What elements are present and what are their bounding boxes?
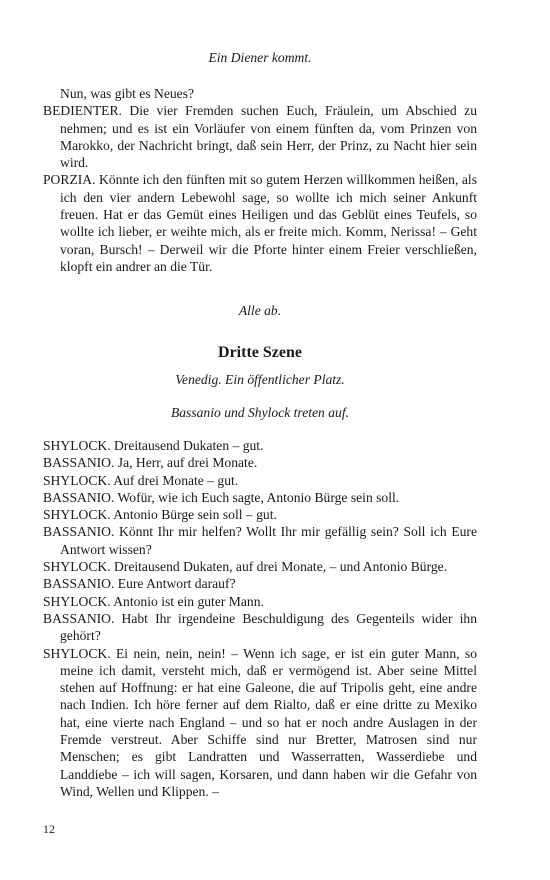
speech-bedienter: BEDIENTER. Die vier Fremden suchen Euch, Fräulein, um Abschied zu nehmen; und es ist ein Vorläufer von einem fünften da, vom Prinzen von Marokko, der Nachricht bringt, daß sein Herr, der Prinz, zu Nacht hier sein wird. [43,103,477,171]
speech-block-porzia-scene [43,85,477,275]
speech-shylock: SHYLOCK. Dreitausend Dukaten – gut. [43,438,264,453]
speech-bassanio: BASSANIO. Ja, Herr, auf drei Monate. [43,455,258,471]
speech-porzia: PORZIA. Könnte ich den fünften mit so gutem Herzen willkommen heißen, als ich den vier andern Lebewohl sage, so wollte ich mich seiner Ankunft freuen. Hat er das Gemüt eines Heiligen und das Geblüt eines Teufels, so wollte ich lieber, er weihte mich, als er freite mich. Komm, Nerissa! – Geht voran, Bursch! – Derweil wir die Pforte hinter einem Freier verschließen, klopft ein andrer an die Tür. [43,172,477,274]
speech-bassanio: BASSANIO. Könnt Ihr mir helfen? Wollt Ihr mir gefällig sein? Soll ich Eure Antwort wissen? [43,524,477,557]
stage-direction-exit: Alle ab. [238,303,282,318]
speech-shylock: SHYLOCK. Antonio ist ein guter Mann. [43,593,264,609]
speech-bassanio: BASSANIO. Eure Antwort darauf? [43,576,236,592]
speech-block-venice-scene [43,437,477,800]
speech-shylock: SHYLOCK. Ei nein, nein, nein! – Wenn ich sage, er ist ein guter Mann, so meine ich damit, versteht mich, daß er vermögend ist. Aber seine Mittel stehen auf Hoffnung: er hat eine Galeone, die auf Tripolis geht, eine andre nach Indien. Ich höre ferner auf dem Rialto, daß er eine dritte zu Mexiko hat, eine vierte nach England – und so hat er noch andre Auslagen in der Fremde verstreut. Aber Schiffe sind nur Bretter, Matrosen sind nur Menschen; es gibt Landratten und Wasserratten, Wasserdiebe und Landdiebe – ich will sagen, Korsaren, und dann haben wir die Gefahr von Wind, Wellen und Klippen. – [43,645,477,799]
speech-shylock: SHYLOCK. Auf drei Monate – gut. [43,472,239,488]
speech-bassanio: BASSANIO. Habt Ihr irgendeine Beschuldigung des Gegenteils wider ihn gehört? [43,610,477,644]
speech-shylock: SHYLOCK. Dreitausend Dukaten, auf drei Monate, – und Antonio Bürge. [43,559,448,575]
speech-bassanio: BASSANIO. Wofür, wie ich Euch sagte, Antonio Bürge sein soll. [43,489,400,505]
speech-line: Nun, was gibt es Neues? [60,86,195,101]
stage-direction-servant-enters: Ein Diener kommt. [208,50,312,65]
speech-shylock: SHYLOCK. Antonio Bürge sein soll – gut. [43,507,277,523]
scene-setting: Venedig. Ein öffentlicher Platz. [175,372,345,387]
scene-heading: Dritte Szene [218,344,302,361]
page-number: 12 [43,822,55,836]
stage-direction-enter: Bassanio und Shylock treten auf. [170,405,350,420]
